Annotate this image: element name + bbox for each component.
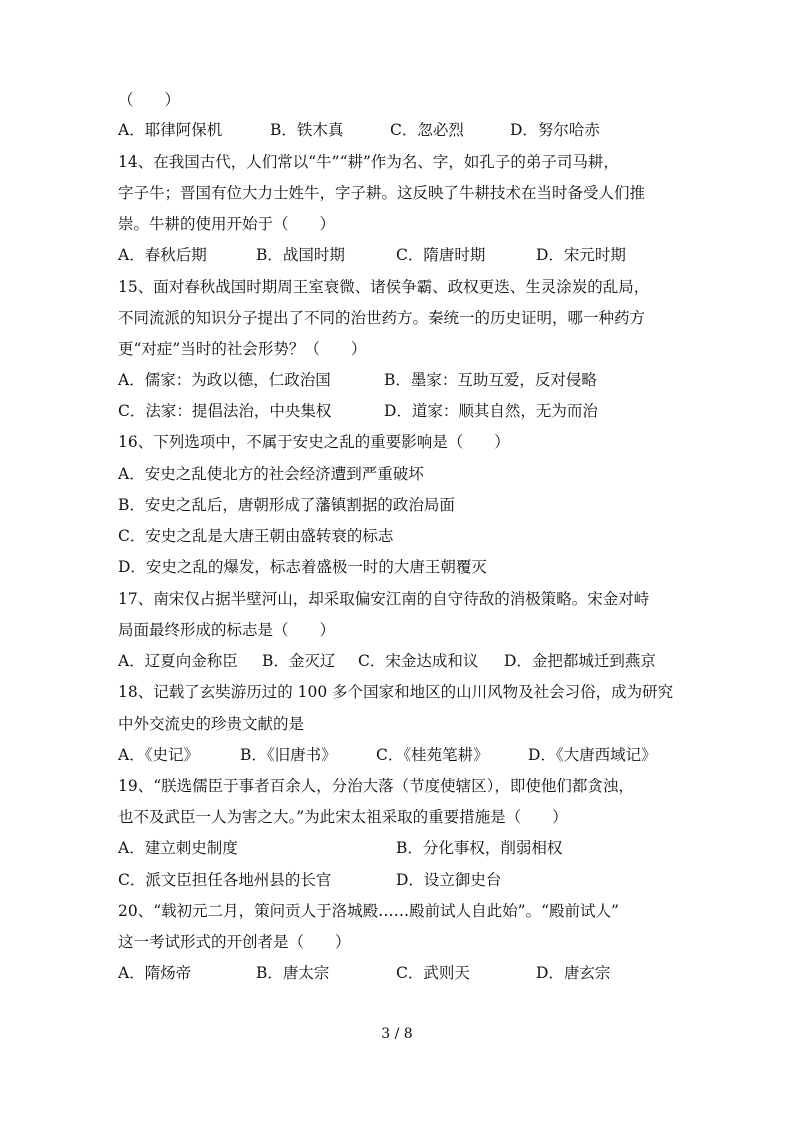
q16-option-b[interactable]: B．安史之乱后，唐朝形成了藩镇割据的政治局面 <box>118 496 455 514</box>
q20-option-a[interactable]: A．隋炀帝 <box>118 964 192 982</box>
q15-option-c[interactable]: C．法家：提倡法治，中央集权 <box>118 402 332 420</box>
q18-stem-line-2: 中外交流史的珍贵文献的是 <box>118 715 305 733</box>
q20-option-d[interactable]: D．唐玄宗 <box>536 964 611 982</box>
q19-stem-line-2: 也不及武臣一人为害之大。”为此宋太祖采取的重要措施是（ ） <box>118 808 568 826</box>
q13-option-a[interactable]: A．耶律阿保机 <box>118 121 223 139</box>
q19-option-d[interactable]: D．设立御史台 <box>396 871 502 889</box>
q20-stem-line-1: 20、“载初元二月，策问贡人于洛城殿……殿前试人自此始”。“殿前试人” <box>118 902 619 920</box>
q14-stem-line-1: 14、在我国古代，人们常以“牛”“耕”作为名、字，如孔子的弟子司马耕， <box>118 153 619 171</box>
q16-option-d[interactable]: D．安史之乱的爆发，标志着盛极一时的大唐王朝覆灭 <box>118 558 487 576</box>
q14-stem-line-3: 崇。牛耕的使用开始于（ ） <box>118 215 336 233</box>
q20-option-b[interactable]: B．唐太宗 <box>256 964 330 982</box>
q16-option-c[interactable]: C．安史之乱是大唐王朝由盛转衰的标志 <box>118 527 394 545</box>
q18-option-d[interactable]: D．《大唐西域记》 <box>528 746 657 764</box>
q15-option-d[interactable]: D．道家：顺其自然，无为而治 <box>384 402 598 420</box>
q17-option-c[interactable]: C．宋金达成和议 <box>358 652 479 670</box>
q15-stem-line-1: 15、面对春秋战国时期周王室衰微、诸侯争霸、政权更迭、生灵涂炭的乱局， <box>118 278 650 296</box>
q17-option-d[interactable]: D．金把都城迁到燕京 <box>504 652 656 670</box>
q19-stem-line-1: 19、“朕选儒臣于事者百余人，分治大落（节度使辖区），即使他们都贪浊， <box>118 777 634 795</box>
q14-option-c[interactable]: C．隋唐时期 <box>396 246 486 264</box>
q14-stem-line-2: 字子牛；晋国有位大力士姓牛，字子耕。这反映了牛耕技术在当时备受人们推 <box>118 184 646 202</box>
q13-option-b[interactable]: B．铁木真 <box>270 121 344 139</box>
q17-option-a[interactable]: A．辽夏向金称臣 <box>118 652 238 670</box>
q18-stem-line-1: 18、记载了玄奘游历过的 100 多个国家和地区的山川风物及社会习俗，成为研究 <box>118 683 674 701</box>
q14-option-a[interactable]: A．春秋后期 <box>118 246 207 264</box>
q20-stem-line-2: 这一考试形式的开创者是（ ） <box>118 933 351 951</box>
q17-option-b[interactable]: B．金灭辽 <box>262 652 336 670</box>
q18-option-b[interactable]: B．《旧唐书》 <box>240 746 337 764</box>
q17-stem-line-1: 17、南宋仅占据半壁河山，却采取偏安江南的自守待敌的消极策略。宋金对峙 <box>118 590 650 608</box>
q14-option-d[interactable]: D．宋元时期 <box>536 246 626 264</box>
q19-option-c[interactable]: C．派文臣担任各地州县的长官 <box>118 871 332 889</box>
q16-stem-line-1: 16、下列选项中，不属于安史之乱的重要影响是（ ） <box>118 433 510 451</box>
q19-option-a[interactable]: A．建立刺史制度 <box>118 839 238 857</box>
q15-option-a[interactable]: A．儒家：为政以德，仁政治国 <box>118 371 331 389</box>
q13-answer-blank: （ ） <box>118 91 181 109</box>
q20-option-c[interactable]: C．武则天 <box>396 964 470 982</box>
q13-option-d[interactable]: D．努尔哈赤 <box>510 121 600 139</box>
q17-stem-line-2: 局面最终形成的标志是（ ） <box>118 621 336 639</box>
q15-stem-line-2: 不同流派的知识分子提出了不同的治世药方。秦统一的历史证明，哪一种药方 <box>118 309 646 327</box>
page-number: 3 / 8 <box>381 1026 413 1042</box>
q15-stem-line-3: 更“对症”当时的社会形势？（ ） <box>118 340 367 358</box>
q20-options <box>118 963 688 1083</box>
q14-option-b[interactable]: B．战国时期 <box>256 246 345 264</box>
q16-option-a[interactable]: A．安史之乱使北方的社会经济遭到严重破坏 <box>118 465 424 483</box>
q18-option-a[interactable]: A．《史记》 <box>118 746 199 764</box>
q15-option-b[interactable]: B．墨家：互助互爱，反对侵略 <box>384 371 597 389</box>
q13-option-c[interactable]: C．忽必烈 <box>390 121 464 139</box>
q19-option-b[interactable]: B．分化事权，削弱相权 <box>396 839 563 857</box>
q18-option-c[interactable]: C．《桂苑笔耕》 <box>376 746 489 764</box>
